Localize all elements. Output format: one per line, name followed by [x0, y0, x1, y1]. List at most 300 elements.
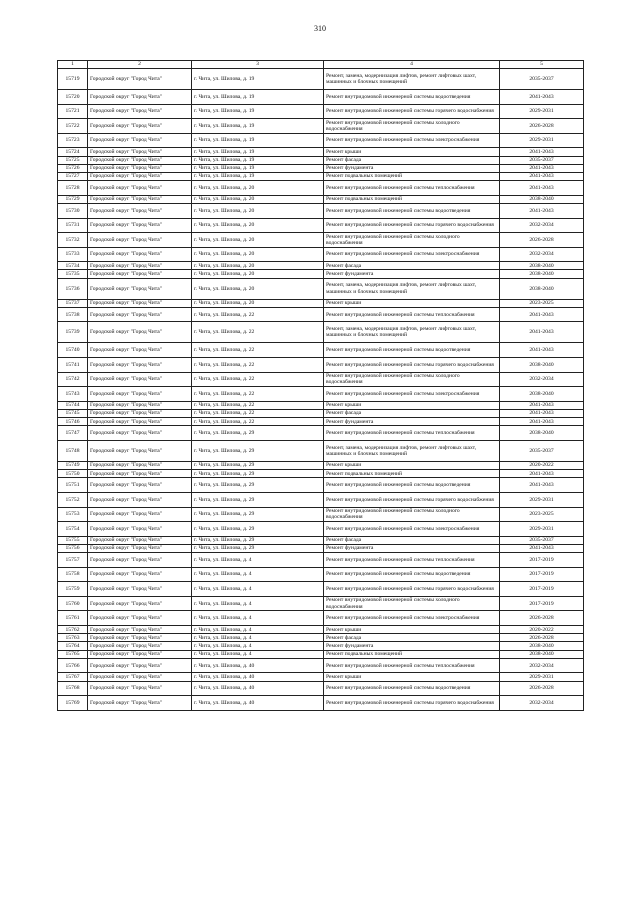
work-type-cell: Ремонт внутридомовой инженерной системы горячего водоснабжения: [324, 218, 500, 233]
work-type-cell: Ремонт внутридомовой инженерной системы холодного водоснабжения: [324, 119, 500, 134]
address-cell: г. Чита, ул. Шилова, д. 20: [192, 299, 324, 307]
municipality-cell: Городской округ "Город Чита": [88, 626, 192, 634]
work-type-cell: Ремонт внутридомовой инженерной системы горячего водоснабжения: [324, 696, 500, 711]
work-type-cell: Ремонт внутридомовой инженерной системы горячего водоснабжения: [324, 104, 500, 119]
address-cell: г. Чита, ул. Шилова, д. 20: [192, 218, 324, 233]
address-cell: г. Чита, ул. Шилова, д. 20: [192, 262, 324, 270]
period-cell: 2041-2043: [500, 90, 584, 105]
municipality-cell: Городской округ "Город Чита": [88, 181, 192, 196]
period-cell: 2041-2043: [500, 322, 584, 343]
row-number-cell: 15758: [58, 567, 88, 582]
row-number-cell: 15736: [58, 278, 88, 299]
period-cell: 2032-2034: [500, 218, 584, 233]
municipality-cell: Городской округ "Город Чита": [88, 470, 192, 478]
row-number-cell: 15750: [58, 470, 88, 478]
row-number-cell: 15735: [58, 270, 88, 278]
period-cell: 2026-2028: [500, 681, 584, 696]
work-type-cell: Ремонт внутридомовой инженерной системы водоотведения: [324, 203, 500, 218]
work-type-cell: Ремонт крыши: [324, 461, 500, 469]
row-number-cell: 15729: [58, 195, 88, 203]
work-type-cell: Ремонт крыши: [324, 401, 500, 409]
municipality-cell: Городской округ "Город Чита": [88, 553, 192, 568]
municipality-cell: Городской округ "Город Чита": [88, 372, 192, 387]
row-number-cell: 15723: [58, 133, 88, 148]
period-cell: 2032-2034: [500, 247, 584, 262]
row-number-cell: 15756: [58, 544, 88, 552]
municipality-cell: Городской округ "Город Чита": [88, 634, 192, 642]
work-type-cell: Ремонт внутридомовой инженерной системы теплоснабжения: [324, 658, 500, 673]
municipality-cell: Городской округ "Город Чита": [88, 492, 192, 507]
municipality-cell: Городской округ "Город Чита": [88, 156, 192, 164]
table-row: [58, 426, 584, 441]
table-row: [58, 299, 584, 307]
municipality-cell: Городской округ "Город Чита": [88, 507, 192, 522]
work-type-cell: Ремонт внутридомовой инженерной системы водоотведения: [324, 567, 500, 582]
table-row: [58, 172, 584, 180]
work-type-cell: Ремонт, замена, модернизация лифтов, ремонт лифтовых шахт, машинных и блочных помещений: [324, 440, 500, 461]
work-type-cell: Ремонт внутридомовой инженерной системы горячего водоснабжения: [324, 492, 500, 507]
period-cell: 2038-2040: [500, 270, 584, 278]
period-cell: 2023-2025: [500, 299, 584, 307]
work-type-cell: Ремонт внутридомовой инженерной системы электроснабжения: [324, 387, 500, 402]
row-number-cell: 15739: [58, 322, 88, 343]
table-row: [58, 195, 584, 203]
period-cell: 2017-2019: [500, 596, 584, 611]
address-cell: г. Чита, ул. Шилова, д. 20: [192, 195, 324, 203]
period-cell: 2041-2043: [500, 478, 584, 493]
table-row: [58, 233, 584, 248]
address-cell: г. Чита, ул. Шилова, д. 22: [192, 410, 324, 418]
table-row: [58, 119, 584, 134]
address-cell: г. Чита, ул. Шилова, д. 19: [192, 148, 324, 156]
address-cell: г. Чита, ул. Шилова, д. 40: [192, 673, 324, 681]
address-cell: г. Чита, ул. Шилова, д. 29: [192, 492, 324, 507]
period-cell: 2041-2043: [500, 307, 584, 322]
work-type-cell: Ремонт крыши: [324, 299, 500, 307]
table-row: [58, 322, 584, 343]
address-cell: г. Чита, ул. Шилова, д. 19: [192, 119, 324, 134]
work-type-cell: Ремонт крыши: [324, 626, 500, 634]
work-type-cell: Ремонт, замена, модернизация лифтов, ремонт лифтовых шахт, машинных и блочных помещений: [324, 322, 500, 343]
period-cell: 2038-2040: [500, 650, 584, 658]
address-cell: г. Чита, ул. Шилова, д. 29: [192, 544, 324, 552]
municipality-cell: Городской округ "Город Чита": [88, 642, 192, 650]
municipality-cell: Городской округ "Город Чита": [88, 262, 192, 270]
work-type-cell: Ремонт фундамента: [324, 270, 500, 278]
period-cell: 2020-2022: [500, 626, 584, 634]
row-number-cell: 15764: [58, 642, 88, 650]
work-type-cell: Ремонт фасада: [324, 410, 500, 418]
table-row: [58, 470, 584, 478]
work-type-cell: Ремонт внутридомовой инженерной системы холодного водоснабжения: [324, 372, 500, 387]
work-type-cell: Ремонт внутридомовой инженерной системы электроснабжения: [324, 611, 500, 626]
period-cell: 2038-2040: [500, 387, 584, 402]
municipality-cell: Городской округ "Город Чита": [88, 418, 192, 426]
table-row: [58, 90, 584, 105]
period-cell: 2041-2043: [500, 418, 584, 426]
address-cell: г. Чита, ул. Шилова, д. 20: [192, 278, 324, 299]
row-number-cell: 15754: [58, 522, 88, 537]
table-row: [58, 696, 584, 711]
address-cell: г. Чита, ул. Шилова, д. 40: [192, 658, 324, 673]
address-cell: г. Чита, ул. Шилова, д. 20: [192, 233, 324, 248]
period-cell: 2038-2040: [500, 426, 584, 441]
municipality-cell: Городской округ "Город Чита": [88, 611, 192, 626]
row-number-cell: 15732: [58, 233, 88, 248]
municipality-cell: Городской округ "Город Чита": [88, 307, 192, 322]
municipality-cell: Городской округ "Город Чита": [88, 650, 192, 658]
table-row: [58, 262, 584, 270]
work-type-cell: Ремонт подвальных помещений: [324, 172, 500, 180]
work-type-cell: Ремонт фасада: [324, 634, 500, 642]
period-cell: 2035-2037: [500, 69, 584, 90]
row-number-cell: 15751: [58, 478, 88, 493]
work-type-cell: Ремонт подвальных помещений: [324, 470, 500, 478]
municipality-cell: Городской округ "Город Чита": [88, 148, 192, 156]
row-number-cell: 15769: [58, 696, 88, 711]
address-cell: г. Чита, ул. Шилова, д. 19: [192, 90, 324, 105]
address-cell: г. Чита, ул. Шилова, д. 40: [192, 681, 324, 696]
municipality-cell: Городской округ "Город Чита": [88, 673, 192, 681]
address-cell: г. Чита, ул. Шилова, д. 22: [192, 372, 324, 387]
period-cell: 2041-2043: [500, 203, 584, 218]
municipality-cell: Городской округ "Город Чита": [88, 596, 192, 611]
address-cell: г. Чита, ул. Шилова, д. 22: [192, 343, 324, 358]
municipality-cell: Городской округ "Город Чита": [88, 195, 192, 203]
table-row: [58, 181, 584, 196]
work-type-cell: Ремонт внутридомовой инженерной системы горячего водоснабжения: [324, 582, 500, 597]
row-number-cell: 15724: [58, 148, 88, 156]
column-header: 1: [58, 61, 88, 69]
row-number-cell: 15767: [58, 673, 88, 681]
period-cell: 2032-2034: [500, 696, 584, 711]
work-type-cell: Ремонт внутридомовой инженерной системы электроснабжения: [324, 522, 500, 537]
period-cell: 2041-2043: [500, 544, 584, 552]
municipality-cell: Городской округ "Город Чита": [88, 343, 192, 358]
row-number-cell: 15746: [58, 418, 88, 426]
table-row: [58, 536, 584, 544]
municipality-cell: Городской округ "Город Чита": [88, 426, 192, 441]
municipality-cell: Городской округ "Город Чита": [88, 410, 192, 418]
work-type-cell: Ремонт фасада: [324, 262, 500, 270]
address-cell: г. Чита, ул. Шилова, д. 19: [192, 69, 324, 90]
table-row: [58, 626, 584, 634]
period-cell: 2041-2043: [500, 148, 584, 156]
municipality-cell: Городской округ "Город Чита": [88, 681, 192, 696]
address-cell: г. Чита, ул. Шилова, д. 29: [192, 536, 324, 544]
row-number-cell: 15731: [58, 218, 88, 233]
table-row: [58, 156, 584, 164]
address-cell: г. Чита, ул. Шилова, д. 4: [192, 596, 324, 611]
row-number-cell: 15728: [58, 181, 88, 196]
address-cell: г. Чита, ул. Шилова, д. 22: [192, 418, 324, 426]
municipality-cell: Городской округ "Город Чита": [88, 278, 192, 299]
row-number-cell: 15757: [58, 553, 88, 568]
row-number-cell: 15740: [58, 343, 88, 358]
municipality-cell: Городской округ "Город Чита": [88, 582, 192, 597]
table-row: [58, 553, 584, 568]
table-row: [58, 642, 584, 650]
period-cell: 2038-2040: [500, 262, 584, 270]
address-cell: г. Чита, ул. Шилова, д. 29: [192, 470, 324, 478]
table-row: [58, 307, 584, 322]
table-row: [58, 401, 584, 409]
municipality-cell: Городской округ "Город Чита": [88, 544, 192, 552]
work-type-cell: Ремонт внутридомовой инженерной системы электроснабжения: [324, 133, 500, 148]
row-number-cell: 15726: [58, 164, 88, 172]
row-number-cell: 15722: [58, 119, 88, 134]
work-type-cell: Ремонт, замена, модернизация лифтов, ремонт лифтовых шахт, машинных и блочных помещений: [324, 69, 500, 90]
table-row: [58, 387, 584, 402]
table-row: [58, 410, 584, 418]
work-type-cell: Ремонт фасада: [324, 536, 500, 544]
municipality-cell: Городской округ "Город Чита": [88, 461, 192, 469]
row-number-cell: 15727: [58, 172, 88, 180]
address-cell: г. Чита, ул. Шилова, д. 19: [192, 156, 324, 164]
work-type-cell: Ремонт фундамента: [324, 418, 500, 426]
work-type-cell: Ремонт внутридомовой инженерной системы теплоснабжения: [324, 307, 500, 322]
municipality-cell: Городской округ "Город Чита": [88, 567, 192, 582]
row-number-cell: 15721: [58, 104, 88, 119]
work-type-cell: Ремонт фундамента: [324, 544, 500, 552]
row-number-cell: 15763: [58, 634, 88, 642]
row-number-cell: 15733: [58, 247, 88, 262]
municipality-cell: Городской округ "Город Чита": [88, 696, 192, 711]
column-header: 5: [500, 61, 584, 69]
municipality-cell: Городской округ "Город Чита": [88, 233, 192, 248]
row-number-cell: 15741: [58, 358, 88, 373]
municipality-cell: Городской округ "Город Чита": [88, 322, 192, 343]
work-type-cell: Ремонт подвальных помещений: [324, 195, 500, 203]
period-cell: 2041-2043: [500, 410, 584, 418]
period-cell: 2038-2040: [500, 278, 584, 299]
work-type-cell: Ремонт, замена, модернизация лифтов, ремонт лифтовых шахт, машинных и блочных помещений: [324, 278, 500, 299]
row-number-cell: 15761: [58, 611, 88, 626]
work-type-cell: Ремонт внутридомовой инженерной системы водоотведения: [324, 681, 500, 696]
work-type-cell: Ремонт фундамента: [324, 642, 500, 650]
table-row: [58, 673, 584, 681]
table-row: [58, 418, 584, 426]
address-cell: г. Чита, ул. Шилова, д. 29: [192, 426, 324, 441]
work-type-cell: Ремонт внутридомовой инженерной системы водоотведения: [324, 90, 500, 105]
municipality-cell: Городской округ "Город Чита": [88, 440, 192, 461]
municipality-cell: Городской округ "Город Чита": [88, 387, 192, 402]
row-number-cell: 15743: [58, 387, 88, 402]
row-number-cell: 15762: [58, 626, 88, 634]
table-row: [58, 440, 584, 461]
table-row: [58, 69, 584, 90]
work-type-cell: Ремонт внутридомовой инженерной системы теплоснабжения: [324, 426, 500, 441]
address-cell: г. Чита, ул. Шилова, д. 22: [192, 401, 324, 409]
table-row: [58, 582, 584, 597]
row-number-cell: 15759: [58, 582, 88, 597]
address-cell: г. Чита, ул. Шилова, д. 40: [192, 696, 324, 711]
table-row: [58, 634, 584, 642]
row-number-cell: 15744: [58, 401, 88, 409]
period-cell: 2020-2022: [500, 461, 584, 469]
municipality-cell: Городской округ "Город Чита": [88, 478, 192, 493]
work-type-cell: Ремонт фундамента: [324, 164, 500, 172]
address-cell: г. Чита, ул. Шилова, д. 4: [192, 642, 324, 650]
period-cell: 2035-2037: [500, 156, 584, 164]
period-cell: 2041-2043: [500, 181, 584, 196]
address-cell: г. Чита, ул. Шилова, д. 19: [192, 133, 324, 148]
row-number-cell: 15747: [58, 426, 88, 441]
table-row: [58, 522, 584, 537]
municipality-cell: Городской округ "Город Чита": [88, 270, 192, 278]
work-type-cell: Ремонт внутридомовой инженерной системы водоотведения: [324, 343, 500, 358]
work-type-cell: Ремонт подвальных помещений: [324, 650, 500, 658]
table-row: [58, 478, 584, 493]
row-number-cell: 15720: [58, 90, 88, 105]
period-cell: 2017-2019: [500, 582, 584, 597]
row-number-cell: 15730: [58, 203, 88, 218]
table-row: [58, 278, 584, 299]
address-cell: г. Чита, ул. Шилова, д. 20: [192, 270, 324, 278]
period-cell: 2029-2031: [500, 673, 584, 681]
row-number-cell: 15738: [58, 307, 88, 322]
address-cell: г. Чита, ул. Шилова, д. 19: [192, 172, 324, 180]
table-row: [58, 104, 584, 119]
period-cell: 2041-2043: [500, 343, 584, 358]
table-row: [58, 148, 584, 156]
table-row: [58, 596, 584, 611]
period-cell: 2029-2031: [500, 492, 584, 507]
work-type-cell: Ремонт внутридомовой инженерной системы теплоснабжения: [324, 181, 500, 196]
period-cell: 2026-2028: [500, 634, 584, 642]
table-row: [58, 461, 584, 469]
period-cell: 2029-2031: [500, 133, 584, 148]
row-number-cell: 15768: [58, 681, 88, 696]
municipality-cell: Городской округ "Город Чита": [88, 299, 192, 307]
period-cell: 2026-2028: [500, 233, 584, 248]
row-number-cell: 15719: [58, 69, 88, 90]
row-number-cell: 15725: [58, 156, 88, 164]
table-row: [58, 270, 584, 278]
period-cell: 2023-2025: [500, 507, 584, 522]
period-cell: 2035-2037: [500, 440, 584, 461]
address-cell: г. Чита, ул. Шилова, д. 29: [192, 507, 324, 522]
period-cell: 2035-2037: [500, 536, 584, 544]
address-cell: г. Чита, ул. Шилова, д. 19: [192, 104, 324, 119]
period-cell: 2026-2028: [500, 119, 584, 134]
row-number-cell: 15748: [58, 440, 88, 461]
municipality-cell: Городской округ "Город Чита": [88, 172, 192, 180]
address-cell: г. Чита, ул. Шилова, д. 29: [192, 478, 324, 493]
address-cell: г. Чита, ул. Шилова, д. 4: [192, 611, 324, 626]
address-cell: г. Чита, ул. Шилова, д. 22: [192, 387, 324, 402]
period-cell: 2032-2034: [500, 658, 584, 673]
registry-table: [57, 60, 584, 711]
period-cell: 2038-2040: [500, 642, 584, 650]
address-cell: г. Чита, ул. Шилова, д. 19: [192, 164, 324, 172]
work-type-cell: Ремонт внутридомовой инженерной системы холодного водоснабжения: [324, 233, 500, 248]
address-cell: г. Чита, ул. Шилова, д. 4: [192, 626, 324, 634]
period-cell: 2029-2031: [500, 522, 584, 537]
municipality-cell: Городской округ "Город Чита": [88, 536, 192, 544]
row-number-cell: 15742: [58, 372, 88, 387]
table-row: [58, 507, 584, 522]
period-cell: 2038-2040: [500, 358, 584, 373]
table-row: [58, 567, 584, 582]
row-number-cell: 15734: [58, 262, 88, 270]
period-cell: 2017-2019: [500, 553, 584, 568]
period-cell: 2026-2028: [500, 611, 584, 626]
work-type-cell: Ремонт внутридомовой инженерной системы теплоснабжения: [324, 553, 500, 568]
row-number-cell: 15765: [58, 650, 88, 658]
table-row: [58, 343, 584, 358]
work-type-cell: Ремонт крыши: [324, 673, 500, 681]
table-header-row: [58, 61, 584, 69]
address-cell: г. Чита, ул. Шилова, д. 22: [192, 322, 324, 343]
table-row: [58, 611, 584, 626]
period-cell: 2017-2019: [500, 567, 584, 582]
table-row: [58, 133, 584, 148]
row-number-cell: 15749: [58, 461, 88, 469]
address-cell: г. Чита, ул. Шилова, д. 29: [192, 461, 324, 469]
table-body: [58, 69, 584, 711]
work-type-cell: Ремонт внутридомовой инженерной системы холодного водоснабжения: [324, 596, 500, 611]
table-row: [58, 247, 584, 262]
municipality-cell: Городской округ "Город Чита": [88, 358, 192, 373]
work-type-cell: Ремонт крыши: [324, 148, 500, 156]
address-cell: г. Чита, ул. Шилова, д. 29: [192, 522, 324, 537]
municipality-cell: Городской округ "Город Чита": [88, 203, 192, 218]
municipality-cell: Городской округ "Город Чита": [88, 104, 192, 119]
period-cell: 2032-2034: [500, 372, 584, 387]
table-row: [58, 372, 584, 387]
table-row: [58, 203, 584, 218]
table-row: [58, 218, 584, 233]
municipality-cell: Городской округ "Город Чита": [88, 69, 192, 90]
address-cell: г. Чита, ул. Шилова, д. 20: [192, 247, 324, 262]
table-row: [58, 164, 584, 172]
work-type-cell: Ремонт внутридомовой инженерной системы водоотведения: [324, 478, 500, 493]
work-type-cell: Ремонт внутридомовой инженерной системы холодного водоснабжения: [324, 507, 500, 522]
municipality-cell: Городской округ "Город Чита": [88, 164, 192, 172]
period-cell: 2041-2043: [500, 172, 584, 180]
period-cell: 2041-2043: [500, 164, 584, 172]
table-row: [58, 650, 584, 658]
row-number-cell: 15760: [58, 596, 88, 611]
row-number-cell: 15766: [58, 658, 88, 673]
address-cell: г. Чита, ул. Шилова, д. 20: [192, 181, 324, 196]
municipality-cell: Городской округ "Город Чита": [88, 247, 192, 262]
row-number-cell: 15737: [58, 299, 88, 307]
table-row: [58, 492, 584, 507]
municipality-cell: Городской округ "Город Чита": [88, 658, 192, 673]
address-cell: г. Чита, ул. Шилова, д. 4: [192, 634, 324, 642]
municipality-cell: Городской округ "Город Чита": [88, 218, 192, 233]
address-cell: г. Чита, ул. Шилова, д. 22: [192, 307, 324, 322]
period-cell: 2041-2043: [500, 470, 584, 478]
municipality-cell: Городской округ "Город Чита": [88, 522, 192, 537]
work-type-cell: Ремонт фасада: [324, 156, 500, 164]
municipality-cell: Городской округ "Город Чита": [88, 133, 192, 148]
address-cell: г. Чита, ул. Шилова, д. 4: [192, 567, 324, 582]
column-header: 4: [324, 61, 500, 69]
page-number: 310: [314, 24, 326, 33]
address-cell: г. Чита, ул. Шилова, д. 29: [192, 440, 324, 461]
column-header: 2: [88, 61, 192, 69]
table-row: [58, 681, 584, 696]
municipality-cell: Городской округ "Город Чита": [88, 90, 192, 105]
table-row: [58, 544, 584, 552]
row-number-cell: 15753: [58, 507, 88, 522]
address-cell: г. Чита, ул. Шилова, д. 4: [192, 582, 324, 597]
table-row: [58, 358, 584, 373]
work-type-cell: Ремонт внутридомовой инженерной системы электроснабжения: [324, 247, 500, 262]
